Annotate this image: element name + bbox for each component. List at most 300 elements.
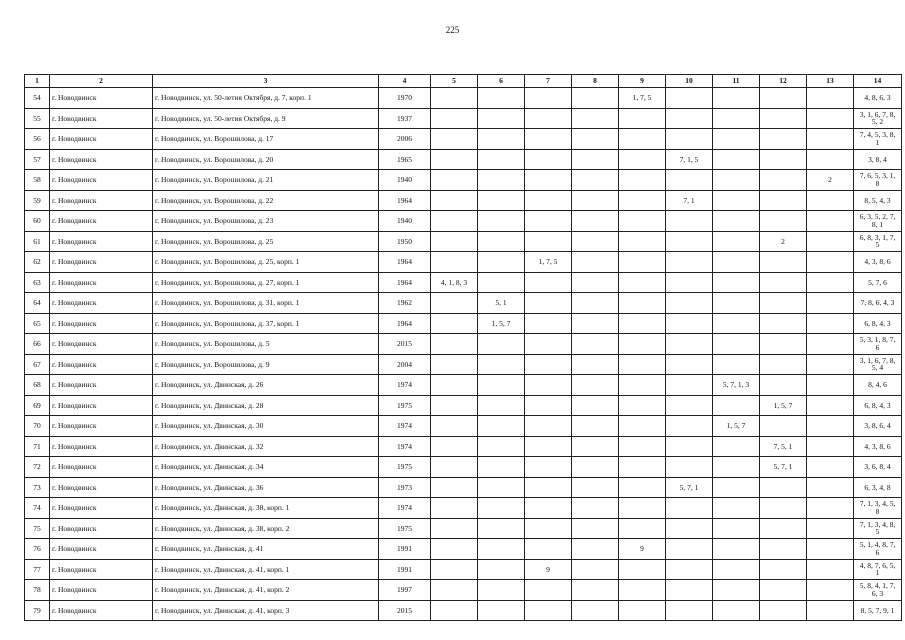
table-cell bbox=[713, 190, 760, 211]
table-cell bbox=[760, 108, 807, 129]
table-cell bbox=[431, 436, 478, 457]
table-cell: г. Новодвинск, ул. Ворошилова, д. 31, корп. 1 bbox=[153, 293, 379, 314]
table-cell: 60 bbox=[25, 211, 50, 232]
table-cell bbox=[760, 518, 807, 539]
table-cell bbox=[525, 498, 572, 519]
table-cell bbox=[666, 518, 713, 539]
table-cell bbox=[525, 580, 572, 601]
table-cell: г. Новодвинск, ул. Двинская, д. 41, корп. 1 bbox=[153, 559, 379, 580]
table-cell bbox=[431, 149, 478, 170]
table-cell bbox=[478, 88, 525, 109]
table-cell: 7, 6, 5, 3, 1, 8 bbox=[854, 170, 902, 191]
table-row bbox=[25, 559, 902, 580]
table-cell bbox=[572, 559, 619, 580]
table-cell: 6, 3, 5, 2, 7, 8, 1 bbox=[854, 211, 902, 232]
table-cell bbox=[666, 88, 713, 109]
table-cell: 71 bbox=[25, 436, 50, 457]
table-cell bbox=[760, 334, 807, 355]
table-cell: 69 bbox=[25, 395, 50, 416]
table-cell bbox=[525, 108, 572, 129]
table-cell: г. Новодвинск bbox=[50, 375, 153, 396]
table-cell bbox=[666, 436, 713, 457]
table-cell bbox=[713, 559, 760, 580]
table-row bbox=[25, 518, 902, 539]
table-cell bbox=[431, 252, 478, 273]
table-cell bbox=[666, 375, 713, 396]
table-cell bbox=[713, 313, 760, 334]
table-cell bbox=[431, 354, 478, 375]
table-cell bbox=[572, 518, 619, 539]
table-cell bbox=[431, 211, 478, 232]
table-row bbox=[25, 190, 902, 211]
table-cell bbox=[619, 334, 666, 355]
table-cell: 7, 1, 3, 4, 5, 8 bbox=[854, 498, 902, 519]
table-cell bbox=[572, 313, 619, 334]
table-cell bbox=[431, 518, 478, 539]
table-cell bbox=[525, 600, 572, 621]
page-number: 225 bbox=[445, 25, 460, 35]
table-cell: 64 bbox=[25, 293, 50, 314]
table-cell bbox=[619, 375, 666, 396]
table-cell: 8, 5, 4, 3 bbox=[854, 190, 902, 211]
table-cell bbox=[525, 477, 572, 498]
table-cell bbox=[760, 88, 807, 109]
table-cell bbox=[431, 498, 478, 519]
column-header: 4 bbox=[379, 75, 431, 88]
table-cell bbox=[666, 600, 713, 621]
table-cell: г. Новодвинск bbox=[50, 477, 153, 498]
table-cell bbox=[431, 477, 478, 498]
table-cell bbox=[807, 580, 854, 601]
table-row bbox=[25, 457, 902, 478]
table-cell: г. Новодвинск, ул. Ворошилова, д. 25 bbox=[153, 231, 379, 252]
table-cell bbox=[478, 149, 525, 170]
table-cell: г. Новодвинск bbox=[50, 559, 153, 580]
table-cell bbox=[666, 334, 713, 355]
table-cell bbox=[666, 395, 713, 416]
table-cell: г. Новодвинск, ул. Ворошилова, д. 17 bbox=[153, 129, 379, 150]
table-cell bbox=[666, 293, 713, 314]
table-row bbox=[25, 108, 902, 129]
data-table bbox=[24, 74, 902, 621]
table-cell bbox=[760, 252, 807, 273]
table-cell bbox=[572, 129, 619, 150]
table-cell bbox=[619, 211, 666, 232]
table-cell: г. Новодвинск bbox=[50, 354, 153, 375]
table-cell bbox=[807, 272, 854, 293]
table-cell bbox=[713, 108, 760, 129]
header-row bbox=[25, 75, 902, 88]
table-cell bbox=[431, 88, 478, 109]
table-cell: 76 bbox=[25, 539, 50, 560]
table-cell: г. Новодвинск bbox=[50, 272, 153, 293]
table-cell: 7, 1 bbox=[666, 190, 713, 211]
table-cell bbox=[619, 149, 666, 170]
table-cell bbox=[666, 129, 713, 150]
table-cell: г. Новодвинск, ул. Двинская, д. 28 bbox=[153, 395, 379, 416]
table-cell: 1, 7, 5 bbox=[619, 88, 666, 109]
table-cell bbox=[431, 559, 478, 580]
table-cell bbox=[431, 580, 478, 601]
table-cell bbox=[666, 354, 713, 375]
table-cell bbox=[431, 539, 478, 560]
table-cell: 1964 bbox=[379, 252, 431, 273]
table-cell: 2004 bbox=[379, 354, 431, 375]
table-cell bbox=[666, 580, 713, 601]
table-cell bbox=[619, 498, 666, 519]
table-cell: 79 bbox=[25, 600, 50, 621]
table-cell bbox=[525, 457, 572, 478]
table-cell bbox=[525, 88, 572, 109]
table-cell: 5, 7, 1, 3 bbox=[713, 375, 760, 396]
table-cell bbox=[807, 149, 854, 170]
table-cell: 78 bbox=[25, 580, 50, 601]
table-cell: 6, 3, 4, 8 bbox=[854, 477, 902, 498]
table-cell: 7, 8, 6, 4, 3 bbox=[854, 293, 902, 314]
table-cell: 1975 bbox=[379, 457, 431, 478]
table-cell: 2006 bbox=[379, 129, 431, 150]
table-cell: г. Новодвинск, ул. 50-летия Октября, д. 7, корп. 1 bbox=[153, 88, 379, 109]
table-cell: г. Новодвинск, ул. Двинская, д. 38, корп. 1 bbox=[153, 498, 379, 519]
table-cell bbox=[572, 395, 619, 416]
table-row bbox=[25, 252, 902, 273]
table-cell: 8, 5, 7, 9, 1 bbox=[854, 600, 902, 621]
table-cell bbox=[572, 416, 619, 437]
table-cell: г. Новодвинск bbox=[50, 600, 153, 621]
table-cell bbox=[431, 334, 478, 355]
table-cell: 6, 8, 4, 3 bbox=[854, 395, 902, 416]
table-cell: 5, 8, 4, 1, 7, 6, 3 bbox=[854, 580, 902, 601]
table-cell bbox=[713, 334, 760, 355]
table-cell bbox=[807, 518, 854, 539]
table-cell bbox=[525, 436, 572, 457]
table-cell: 3, 6, 8, 4 bbox=[854, 457, 902, 478]
table-row bbox=[25, 600, 902, 621]
table-cell: 4, 1, 8, 3 bbox=[431, 272, 478, 293]
table-cell bbox=[478, 436, 525, 457]
table-cell bbox=[713, 580, 760, 601]
table-cell bbox=[431, 395, 478, 416]
table-cell bbox=[713, 293, 760, 314]
table-cell bbox=[666, 416, 713, 437]
table-cell: г. Новодвинск bbox=[50, 395, 153, 416]
table-cell: 1974 bbox=[379, 498, 431, 519]
table-cell: г. Новодвинск, ул. Двинская, д. 38, корп. 2 bbox=[153, 518, 379, 539]
table-cell bbox=[760, 190, 807, 211]
table-cell bbox=[572, 149, 619, 170]
table-cell: г. Новодвинск bbox=[50, 334, 153, 355]
table-cell bbox=[807, 498, 854, 519]
table-cell: 4, 3, 8, 6 bbox=[854, 252, 902, 273]
table-cell bbox=[619, 252, 666, 273]
table-cell bbox=[807, 88, 854, 109]
table-cell bbox=[525, 170, 572, 191]
table-cell: г. Новодвинск bbox=[50, 252, 153, 273]
table-cell bbox=[666, 252, 713, 273]
table-cell: 1974 bbox=[379, 416, 431, 437]
table-cell bbox=[478, 457, 525, 478]
table-cell bbox=[713, 457, 760, 478]
table-cell: 9 bbox=[619, 539, 666, 560]
table-cell bbox=[525, 231, 572, 252]
table-cell: г. Новодвинск bbox=[50, 293, 153, 314]
table-cell: г. Новодвинск, ул. Двинская, д. 41, корп. 3 bbox=[153, 600, 379, 621]
table-cell bbox=[478, 231, 525, 252]
table-row bbox=[25, 129, 902, 150]
table-cell bbox=[478, 354, 525, 375]
table-cell bbox=[525, 313, 572, 334]
table-cell: 75 bbox=[25, 518, 50, 539]
table-cell: г. Новодвинск bbox=[50, 457, 153, 478]
table-cell bbox=[478, 170, 525, 191]
table-cell: 3, 8, 4 bbox=[854, 149, 902, 170]
table-cell bbox=[807, 457, 854, 478]
table-cell: 1965 bbox=[379, 149, 431, 170]
table-cell bbox=[807, 108, 854, 129]
table-row bbox=[25, 375, 902, 396]
table-cell bbox=[760, 272, 807, 293]
table-cell bbox=[525, 334, 572, 355]
table-cell bbox=[760, 354, 807, 375]
table-cell bbox=[525, 539, 572, 560]
table-cell bbox=[572, 600, 619, 621]
table-cell: 1962 bbox=[379, 293, 431, 314]
table-cell bbox=[619, 170, 666, 191]
column-header: 5 bbox=[431, 75, 478, 88]
table-cell bbox=[619, 580, 666, 601]
table-cell: г. Новодвинск, ул. Двинская, д. 41 bbox=[153, 539, 379, 560]
table-cell bbox=[572, 211, 619, 232]
table-cell: 2015 bbox=[379, 600, 431, 621]
table-cell bbox=[666, 231, 713, 252]
table-row bbox=[25, 231, 902, 252]
table-cell: г. Новодвинск bbox=[50, 518, 153, 539]
table-cell: 74 bbox=[25, 498, 50, 519]
table-cell: г. Новодвинск bbox=[50, 211, 153, 232]
table-cell: 1975 bbox=[379, 518, 431, 539]
table-cell bbox=[713, 129, 760, 150]
table-cell: 1997 bbox=[379, 580, 431, 601]
table-cell bbox=[478, 539, 525, 560]
table-cell bbox=[760, 149, 807, 170]
table-cell bbox=[713, 88, 760, 109]
table-cell: 77 bbox=[25, 559, 50, 580]
table-cell: 58 bbox=[25, 170, 50, 191]
table-cell: 70 bbox=[25, 416, 50, 437]
table-cell bbox=[713, 252, 760, 273]
table-cell: 1, 7, 5 bbox=[525, 252, 572, 273]
table-cell: 7, 1, 3, 4, 8, 5 bbox=[854, 518, 902, 539]
table-cell bbox=[807, 129, 854, 150]
table-cell: 61 bbox=[25, 231, 50, 252]
table-row bbox=[25, 149, 902, 170]
table-cell bbox=[619, 129, 666, 150]
table-cell: 59 bbox=[25, 190, 50, 211]
table-row bbox=[25, 354, 902, 375]
table-cell: 1, 5, 7 bbox=[478, 313, 525, 334]
table-cell bbox=[572, 375, 619, 396]
table-cell bbox=[478, 211, 525, 232]
table-cell bbox=[619, 559, 666, 580]
table-cell bbox=[666, 170, 713, 191]
table-cell bbox=[807, 334, 854, 355]
table-cell: 5, 3, 1, 8, 7, 6 bbox=[854, 334, 902, 355]
table-cell bbox=[478, 334, 525, 355]
table-cell bbox=[572, 436, 619, 457]
column-header: 12 bbox=[760, 75, 807, 88]
table-cell bbox=[572, 539, 619, 560]
table-cell: 1991 bbox=[379, 559, 431, 580]
table-cell: 4, 8, 6, 3 bbox=[854, 88, 902, 109]
table-cell bbox=[619, 272, 666, 293]
table-cell bbox=[572, 231, 619, 252]
table-row bbox=[25, 498, 902, 519]
table-cell bbox=[572, 334, 619, 355]
table-cell: г. Новодвинск bbox=[50, 190, 153, 211]
table-cell: 56 bbox=[25, 129, 50, 150]
table-cell: г. Новодвинск bbox=[50, 231, 153, 252]
table-cell bbox=[478, 518, 525, 539]
table-cell: 4, 3, 8, 6 bbox=[854, 436, 902, 457]
column-header: 2 bbox=[50, 75, 153, 88]
column-header: 10 bbox=[666, 75, 713, 88]
table-cell bbox=[619, 477, 666, 498]
table-cell: 73 bbox=[25, 477, 50, 498]
table-cell bbox=[807, 211, 854, 232]
table-body bbox=[25, 88, 902, 621]
table-cell: 9 bbox=[525, 559, 572, 580]
table-cell bbox=[713, 170, 760, 191]
column-header: 13 bbox=[807, 75, 854, 88]
column-header: 7 bbox=[525, 75, 572, 88]
column-header: 1 bbox=[25, 75, 50, 88]
table-cell bbox=[807, 375, 854, 396]
table-cell: 2 bbox=[760, 231, 807, 252]
table-cell bbox=[713, 477, 760, 498]
table-cell: 5, 1, 4, 8, 7, 6 bbox=[854, 539, 902, 560]
table-cell bbox=[666, 498, 713, 519]
table-cell: 5, 1 bbox=[478, 293, 525, 314]
table-cell: 5, 7, 1 bbox=[760, 457, 807, 478]
table-cell bbox=[619, 190, 666, 211]
table-cell: 1970 bbox=[379, 88, 431, 109]
table-row bbox=[25, 580, 902, 601]
table-cell bbox=[478, 272, 525, 293]
table-cell: г. Новодвинск, ул. 50-летия Октября, д. 9 bbox=[153, 108, 379, 129]
table-cell bbox=[713, 436, 760, 457]
table-cell bbox=[713, 498, 760, 519]
table-cell bbox=[431, 231, 478, 252]
table-cell bbox=[666, 559, 713, 580]
table-cell bbox=[807, 416, 854, 437]
table-cell bbox=[713, 231, 760, 252]
table-cell bbox=[666, 313, 713, 334]
table-cell: 1, 5, 7 bbox=[760, 395, 807, 416]
table-cell: 7, 4, 5, 3, 8, 1 bbox=[854, 129, 902, 150]
table-cell bbox=[760, 293, 807, 314]
table-cell: 1, 5, 7 bbox=[713, 416, 760, 437]
table-cell bbox=[760, 129, 807, 150]
table-cell bbox=[478, 190, 525, 211]
table-cell bbox=[760, 600, 807, 621]
table-cell bbox=[807, 354, 854, 375]
table-cell bbox=[807, 600, 854, 621]
table-row bbox=[25, 272, 902, 293]
table-cell: г. Новодвинск, ул. Двинская, д. 32 bbox=[153, 436, 379, 457]
table-cell bbox=[760, 170, 807, 191]
table-cell: г. Новодвинск bbox=[50, 580, 153, 601]
table-cell bbox=[713, 211, 760, 232]
table-cell bbox=[572, 580, 619, 601]
table-cell bbox=[619, 518, 666, 539]
table-cell: 66 bbox=[25, 334, 50, 355]
table-cell bbox=[619, 231, 666, 252]
table-cell: г. Новодвинск, ул. Ворошилова, д. 21 bbox=[153, 170, 379, 191]
table-row bbox=[25, 416, 902, 437]
table-cell: 1937 bbox=[379, 108, 431, 129]
table-cell: 3, 1, 6, 7, 8, 5, 2 bbox=[854, 108, 902, 129]
table-cell: г. Новодвинск bbox=[50, 108, 153, 129]
table-row bbox=[25, 293, 902, 314]
table-cell bbox=[572, 170, 619, 191]
table-cell: г. Новодвинск, ул. Двинская, д. 30 bbox=[153, 416, 379, 437]
table-cell bbox=[525, 211, 572, 232]
table-cell bbox=[431, 457, 478, 478]
table-cell: 4, 8, 7, 6, 5, 1 bbox=[854, 559, 902, 580]
table-cell bbox=[807, 539, 854, 560]
table-cell: г. Новодвинск, ул. Двинская, д. 36 bbox=[153, 477, 379, 498]
table-row bbox=[25, 436, 902, 457]
table-cell: 7, 5, 1 bbox=[760, 436, 807, 457]
table-cell bbox=[431, 190, 478, 211]
table-cell: г. Новодвинск, ул. Ворошилова, д. 23 bbox=[153, 211, 379, 232]
table-cell bbox=[713, 518, 760, 539]
table-cell: г. Новодвинск bbox=[50, 313, 153, 334]
table-cell: 68 bbox=[25, 375, 50, 396]
table-cell bbox=[431, 170, 478, 191]
table-cell: г. Новодвинск bbox=[50, 436, 153, 457]
table-cell bbox=[807, 313, 854, 334]
table-cell bbox=[431, 600, 478, 621]
table-cell: 1974 bbox=[379, 436, 431, 457]
table-cell: 5, 7, 6 bbox=[854, 272, 902, 293]
table-cell bbox=[572, 457, 619, 478]
table-cell bbox=[478, 580, 525, 601]
table-cell bbox=[572, 293, 619, 314]
table-cell: 1940 bbox=[379, 170, 431, 191]
table-cell: 57 bbox=[25, 149, 50, 170]
table-cell bbox=[572, 190, 619, 211]
table-cell bbox=[572, 272, 619, 293]
table-cell: 67 bbox=[25, 354, 50, 375]
table-cell bbox=[666, 539, 713, 560]
table-cell: г. Новодвинск, ул. Ворошилова, д. 9 bbox=[153, 354, 379, 375]
table-cell bbox=[478, 559, 525, 580]
table-cell bbox=[525, 375, 572, 396]
table-cell: 1973 bbox=[379, 477, 431, 498]
table-cell bbox=[525, 129, 572, 150]
table-cell: г. Новодвинск bbox=[50, 416, 153, 437]
table-cell: г. Новодвинск bbox=[50, 498, 153, 519]
table-cell bbox=[760, 580, 807, 601]
column-header: 8 bbox=[572, 75, 619, 88]
table-cell: 1950 bbox=[379, 231, 431, 252]
table-cell bbox=[807, 231, 854, 252]
table-cell bbox=[807, 190, 854, 211]
table-cell: 62 bbox=[25, 252, 50, 273]
table-cell bbox=[619, 354, 666, 375]
table-cell bbox=[619, 395, 666, 416]
